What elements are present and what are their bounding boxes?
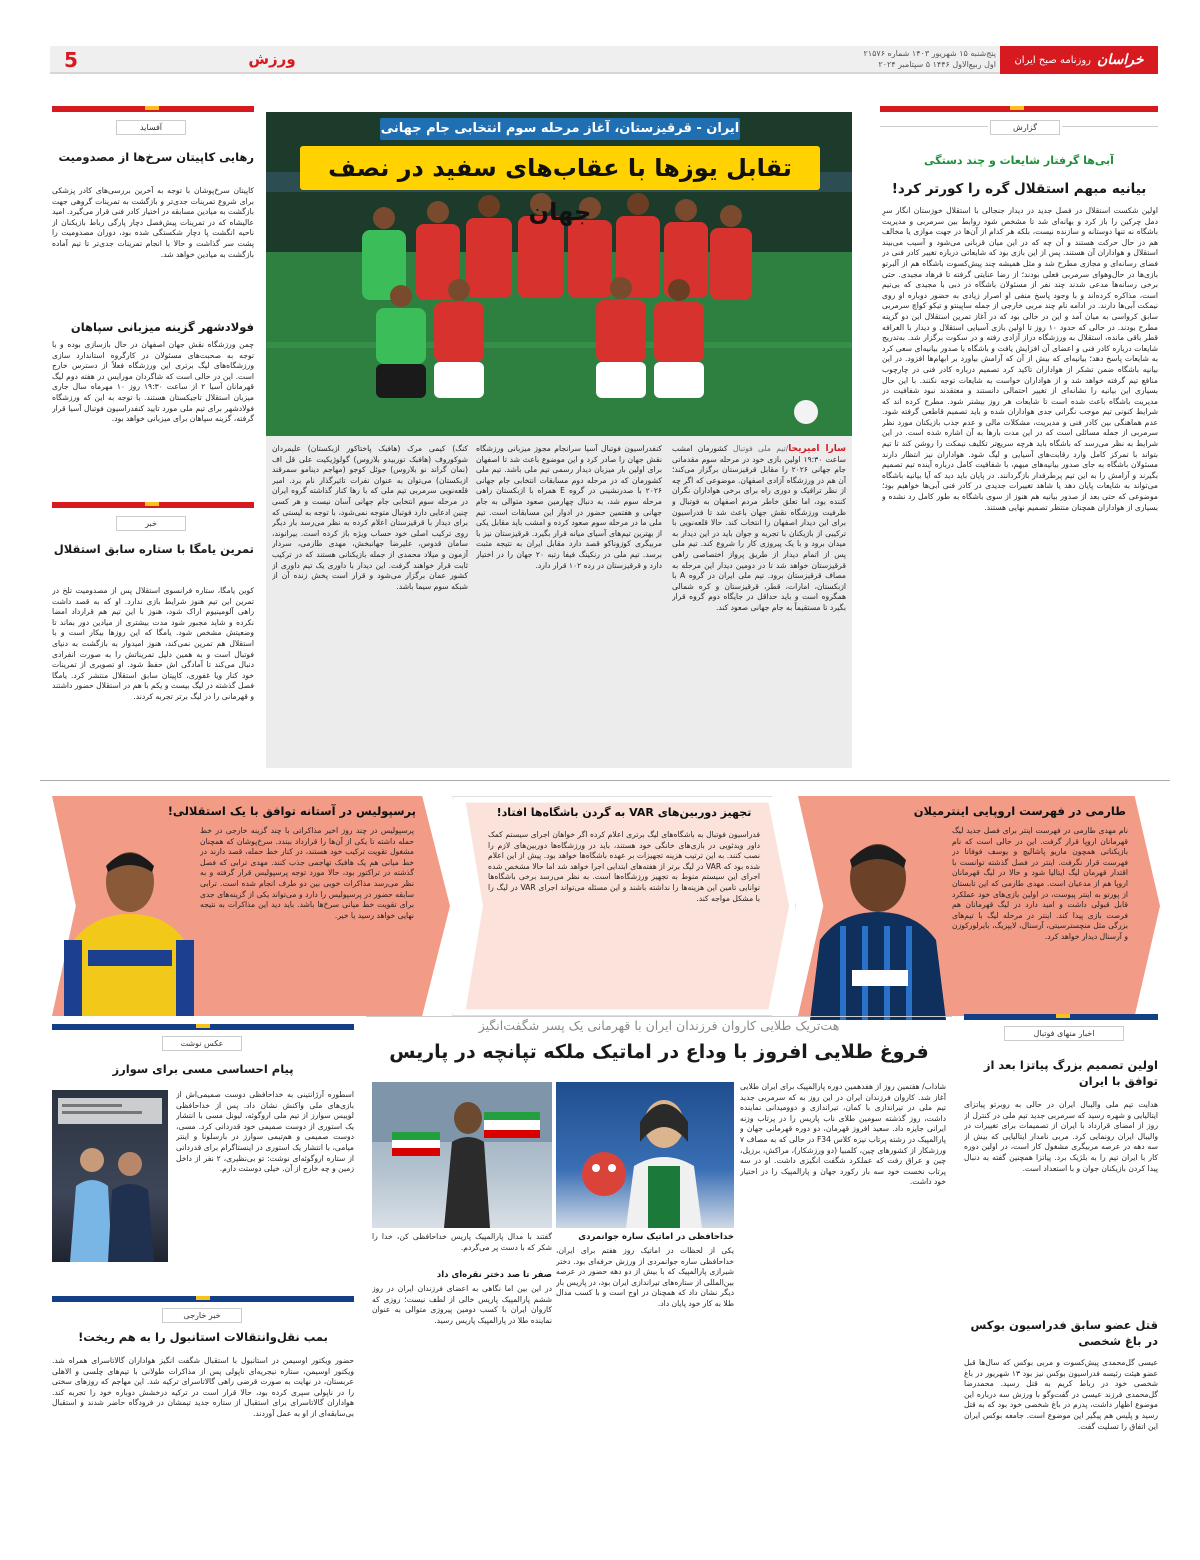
paralympic-body: شاداب/ هفتمین روز از هفدهمین دوره پارالمپیک برای ایران طلایی آغاز شد. کاروان فرزندان ایران در این روز به که سرمربی جدید تیم ملی در تیراندازی با کمان، تیراندازی و دوومیدانی نماینده داشت، روز گذشته سومین طلای ناب پاریس را در پرتاب وزنه ایرانی جایزه داد. سعید افروز قهرمان، دو دوره قهرمانی جهان و پارالمپیک در رشته پرتاب نیزه کلاس F34 در حالی که به مصاف ۷ ورزشکار از کشورهای چین، کلمبیا (دو ورزشکار)، مراکش، برزیل، چین و عراق رفت که عملکرد شگفت انگیزی داشت. او در سه پرتاب نخست خود سه بار رکورد جهان و پارالمپیک را در اختیار خود داشت. xyxy=(740,1082,946,1187)
column-accent xyxy=(145,502,159,506)
column-accent xyxy=(145,106,159,110)
feature-column-3: کنگ) کیمی مرک (هافبک پاختاکور ازبکستان) علیمردان شوکوروف (هافبک توربیدو بلاروس) گولوژیکیت علی قل اف (نمان گراند نو بلاروس) جوئل کوجو (مهاجم دینامو سمرقند ازبکستان) می‌توان به عنوان نفرات تاثیرگذار نام برد. امیر قلعه‌نویی سرمربی تیم ملی که با رها کنار گذاشته گروه ایران در مرحله سوم انتخابی جام جهانی آسان نیست و هر کسی چنین ادعایی دارد فوتبال متوجه نمی‌شود، با توجه به لیستی که برای دیدار با قرقیزستان اعلام کرده به نظر می‌رسد بار دیگر روی ترکیب اصلی خود حساب ویژه باز کرده است. بیرانوند، سامان قدوس، علیرضا جهانبخش، مهدی طارمی، سردار آزمون و میلاد محمدی از جمله بازیکنانی هستند که در ترکیب ثابت قرار خواهند گرفت. این دیدار با داوری یک تیم داوری از کشور عمان برگزار می‌شود و قرار است پخش زنده آن از شبکه سوم سیما باشد. xyxy=(272,444,468,591)
story-headline[interactable]: پیام احساسی مسی برای سوارز xyxy=(112,1062,294,1076)
byline: سارا امیریحا xyxy=(788,444,846,454)
section-tag: خبر خارجی xyxy=(162,1308,242,1323)
card-body: فدراسیون فوتبال به باشگاه‌های لیگ برتری اعلام کرده اگر خواهان اجرای سیستم کمک داور ویدئویی در بازی‌های خانگی خود هستند، باید در ورزشگاه‌ها دوربین‌های لازم را نصب کنند. به این ترتیب هزینه تجهیزات بر عهده باشگاه‌ها خواهد بود. پیش از این اعلام شده بود که VAR در لیگ برتر از هفته‌های ابتدایی اجرا خواهد شد اما حالا مشخص شده اجرای این سیستم منوط به تجهیز ورزشگاه‌ها است. به نظر می‌رسد برخی باشگاه‌ها توانایی تامین این هزینه‌ها را نداشته باشند و این مسئله می‌تواند اجرای VAR در لیگ را با مشکل مواجه کند. xyxy=(488,830,760,903)
section-tag: اخبار منهای فوتبال xyxy=(1004,1026,1124,1041)
section-tag: عکس نوشت xyxy=(162,1036,242,1051)
story-body: اسطوره آرژانتینی به خداحافظی دوست صمیمی‌اش از بازی‌های ملی واکنش نشان داد. پس از خداحافظی لوییس سوارز از تیم ملی اروگوئه، لیونل مسی با انتشار یک استوری از دوست صمیمی خود قدردانی کرد. مسی، دوست صمیمی و هم‌تیمی سوارز در بارسلونا و اینتر میامی، با انتشار یک استوری در اینستاگرام برای قدردانی از ستاره اروگوئه‌ای نوشت: تو بی‌نظیری، ۲ نفر از داخل زمین و چه خارج از آن. خیلی دوستت دارم. xyxy=(176,1090,354,1174)
card-headline[interactable]: پرسپولیس در آستانه توافق با یک استقلالی! xyxy=(167,804,416,818)
byline-suffix: /تیم ملی فوتبال xyxy=(732,444,789,453)
story-headline[interactable]: قتل عضو سابق فدراسیون بوکس در باغ شخصی xyxy=(970,1318,1158,1348)
story-headline[interactable]: رهایی کاپیتان سرخ‌ها از مصدومیت xyxy=(58,150,254,164)
article-headline[interactable]: بیانیه مبهم استقلال گره را کورتر کرد! xyxy=(891,181,1147,197)
player-photo-torabi xyxy=(58,840,198,1016)
photo-caption: گفتند با مدال پارالمپیک پاریس خداحافظی کن، خدا را شکر که با دست پر می‌گردم. xyxy=(372,1232,552,1252)
card-headline[interactable]: تجهیز دوربین‌های VAR به گردن باشگاه‌ها افتاد! xyxy=(496,806,752,819)
column-accent xyxy=(196,1296,210,1300)
story-body: کوین یامگا، ستاره فرانسوی استقلال پس از مصدومیت تلخ در تمرین این تیم هنوز شرایط بازی ندارد. او که به قصد داشت راهی آلومینیوم اراک شود، هنوز با این تیم هم قرارداد امضا نکرده و شاید مجبور شود مدت بیشتری از میادین دور بماند تا وضعیتش مشخص شود. یامگا که این روزها بیکار است و با استقلال هم تمرین نمی‌کند، هنوز امیدوار به بازگشت به دنیای فوتبال است و به همین دلیل تمریناتش را به صورت انفرادی دنبال می‌کند تا آمادگی اش حفظ شود. او تصویری از تمرینات خود کنار ویا غفوری، کاپیتان سابق استقلال منتشر کرد. یامگا فصل گذشته در لیگ بیست و یکم با هم در استقلال حضور داشتند و قهرمانی را در لیگ برتر تجربه کردند. xyxy=(52,586,254,701)
story-headline[interactable]: اولین تصمیم بزرگ پیاتزا بعد از توافق با ایران xyxy=(983,1058,1158,1088)
article-kicker: آبی‌ها گرفتار شایعات و چند دستگی xyxy=(924,154,1114,167)
story-body: کاپیتان سرخ‌پوشان با توجه به آخرین بررسی‌های کادر پزشکی برای شروع تمرینات جدی‌تر و بازگشت به تمرینات گروهی جهت بازگشت به میادین مسابقه در اختیار کادر فنی قرار می‌گیرد. امید عالیشاه که در تمرینات پیش‌فصل دچار پارگی رباط بازیکنان از ناحیه انگشت پا دچار شکستگی شده بود، دوران مصدومیت را پشت سر گذاشت و حالا با انجام تمرینات جدی‌تر تا تیم آماده بازگشت به میادین خواهد شد. xyxy=(52,186,254,259)
tag-rule xyxy=(880,126,988,127)
subhead: خداحافظی در اماتیک ساره جوانمردی xyxy=(578,1232,734,1242)
section-title: ورزش xyxy=(248,50,296,68)
paralympic-body-c: در این بین اما نگاهی به اعضای فرزندان ایران در روز ششم پارالمپیک پاریس خالی از لطف نیست؛ روزی که کاروان ایران با کسب دومین پیروزی متوالی به عنوان نماینده طلا در پارالمپیک پاریس رسید. xyxy=(372,1284,552,1325)
afrooz-photo xyxy=(372,1082,552,1228)
feature-column-1 xyxy=(672,444,846,764)
card-headline[interactable]: طارمی در فهرست اروپایی اینترمیلان xyxy=(913,804,1126,818)
feature-kicker: ایران - قرقیزستان، آغاز مرحله سوم انتخابی جام جهانی xyxy=(380,118,740,140)
dateline-line2: اول ربیع‌الاول ۱۴۴۶ ۵ سپتامبر ۲۰۲۴ xyxy=(878,60,996,69)
column-accent xyxy=(1056,1014,1070,1018)
dateline-line1: پنج‌شنبه ۱۵ شهریور ۱۴۰۳ شماره ۲۱۵۷۶ xyxy=(863,49,996,58)
story-body: عیسی گل‌محمدی پیش‌کسوت و مربی بوکس که سال‌ها قبل عضو هیئت رئیسه فدراسیون بوکس نیز بود ۱۳ شهریور در باغ شخصی خود در رباط کریم به قتل رسید. محمدرضا گل‌محمدی فرزند عیسی در گفت‌وگو با ورزش سه درباره این موضوع اظهار داشت، پدرم در باغ شخصی خود بود که به قتل رسید و پلیس هم پیگیر این موضوع است. جامعه بوکس ایران این اتفاق را تسلیت گفت. xyxy=(964,1358,1158,1431)
story-body: حضور ویکتور اوسیمن در استانبول با استقبال شگفت انگیز هواداران گالاتاسرای همراه شد. ویکتور اوسیمن، ستاره نیجریه‌ای ناپولی پس از مذاکرات طولانی با تیم‌های چلسی و الاهلی عربستان، در نهایت به صورت قرضی راهی گالاتاسرای ترکیه شد. این مهاجم که روزهای سختی را در ناپولی سپری کرده بود، حالا قرار است در ترکیه درخشش دوباره خود را تجربه کند. هواداران گالاتاسرای برای استقبال از ستاره جدید تیمشان در فرودگاه حاضر شدند و استقبال بی‌سابقه‌ای از او به عمل آوردند. xyxy=(52,1356,354,1418)
story-headline[interactable]: فولادشهر گزینه میزبانی سپاهان xyxy=(70,320,254,334)
story-body: هدایت تیم ملی والیبال ایران در حالی به روبرتو پیاتزای ایتالیایی و شهره رسید که سرمربی جدید تیم ملی در کنترل از روز از امضای قرارداد با ایران از تصمیمات برای تغییرات در والیبال ایران رونمایی کرد. مربی نامدار ایتالیایی که بیش از سه دهه در عرصه مربیگری مشغول کار است، در اولین دوره کار با ایران تیم را به بلژیک برد. پیاتزا همچنین گفته به دنبال پیدا کردن بازیکنان جوان و با استعداد است. xyxy=(964,1100,1158,1173)
section-tag: آفساید xyxy=(116,120,186,135)
feature-headline[interactable]: تقابل یوزها با عقاب‌های سفید در نصف جهان xyxy=(300,146,820,190)
story-body: چمن ورزشگاه نقش جهان اصفهان در حال بازسازی بوده و با توجه به صحبت‌های مسئولان در کارگروه استاندارد سازی ورزشگاه‌های لیگ برتری این ورزشگاه فعلاً از دسترس خارج است. این در حالی است که شاگردان مورایس در هفته دوم لیگ قهرمانان آسیا ۲ از ساعت ۱۹:۳۰ روز ۱۰ مهرماه سال جاری میزبان استقلال تاجیکستان هستند. با توجه به این که ورزشگاه فولادشهر برای تیم ملی مورد تایید کنفدراسیون فوتبال آسیا قرار گرفته، گزینه سپاهان برای میزبانی خواهد بود. xyxy=(52,340,254,424)
section-tag: خبر xyxy=(116,516,186,531)
javanmardi-photo xyxy=(556,1082,734,1228)
paralympic-body-b: یکی از لحظات در اماتیک روز هفتم برای ایران، خداحافظی ساره جوانمردی از ورزش حرفه‌ای بود. دختر شیرازی پارالمپیک که با بیش از دو دهه حضور در عرصه بین‌المللی از ستاره‌های تیراندازی ایران بود، در پاریس بار دیگر نشان داد که همچنان در اوج است و با کسب مدال طلا به کار خود پایان داد. xyxy=(556,1246,734,1308)
brand-tagline: روزنامه صبح ایران xyxy=(1014,54,1092,66)
story-headline[interactable]: بمب نقل‌وانتقالات استانبول را به هم ریخت! xyxy=(78,1330,328,1344)
section-tag: گزارش xyxy=(990,120,1060,135)
story-headline[interactable]: تمرین یامگا با ستاره سابق استقلال xyxy=(53,542,254,556)
brand-logo-text: خراسان xyxy=(1097,52,1144,68)
column-accent xyxy=(1010,106,1024,110)
feature-column-2: کنفدراسیون فوتبال آسیا سرانجام مجوز میزبانی ورزشگاه نقش جهان را صادر کرد و این موضوع باعث شد تا اصفهان برای اولین بار میزبان دیدار رسمی تیم ملی باشد. تیم ملی کشورمان که در مرحله دوم مسابقات انتخابی جام جهانی ۲۰۲۶ با صدرنشینی در گروه E همراه با ازبکستان راهی مرحله سوم شد، به دنبال چهارمین صعود متوالی به جام جهانی و هفتمین حضور در ادوار این مسابقات است. تیم ملی ما در مرحله سوم صعود کرده و امشب باید مقابل یکی از بهترین تیم‌های آسیای میانه قرار بگیرد. قرقیزستان نیز با مربیگری کوزوناکو قصد دارد مقابل ایران به نتیجه مثبت برسد. تیم ملی در رنکینگ فیفا رتبه ۲۰ جهان را در اختیار دارد و قرقیزستان در رده ۱۰۲ قرار دارد. xyxy=(476,444,662,570)
player-photo-taremi xyxy=(800,830,950,1020)
brand-logo[interactable] xyxy=(1000,46,1158,74)
page-divider xyxy=(40,780,1170,781)
card-body: پرسپولیس در چند روز اخیر مذاکراتی با چند گزینه خارجی در خط حمله داشته تا یکی از آن‌ها را قرارداد ببندد. سرخ‌پوشان که همچنان مشغول تقویت ترکیب خود هستند، در کنار خط حمله، قصد دارند در خط میانی هم یک هافبک تهاجمی جذب کنند. مهدی ترابی که فصل گذشته در تراکتور بود، حالا مورد توجه پرسپولیس قرار گرفته و به نظر می‌رسد مذاکرات خوبی بین دو طرف انجام شده است. ترابی سابقه حضور در پرسپولیس را دارد و می‌تواند یکی از گزینه‌های جدی برای تقویت خط میانی سرخ‌ها باشد. باید دید این مذاکرات به نتیجه نهایی خواهد رسید یا خیر. xyxy=(200,826,414,920)
subhead: صفر تا صد دختر نقره‌ای داد xyxy=(436,1270,552,1280)
column-accent xyxy=(196,1024,210,1028)
tag-rule xyxy=(1062,126,1158,127)
page-number: 5 xyxy=(64,48,78,72)
section-rule xyxy=(366,1016,952,1017)
card-body: نام مهدی طارمی در فهرست اینتر برای فصل جدید لیگ قهرمانان اروپا قرار گرفت. این در حالی است که نام بازیکنانی همچون ماریو پاشالیچ و یوسف فوفانا در فهرست قرار نگرفت. اینتر در فصل گذشته توانست با اقتدار قهرمان لیگ ایتالیا شود و حالا در لیگ قهرمانان اروپا هم از مدعیان است. مهدی طارمی که این تابستان از پورتو به اینتر پیوست، در اولین بازی‌های خود عملکرد قابل قبولی داشت و امید دارد در لیگ قهرمانان هم فرصت بازی پیدا کند. اینتر در مرحله لیگ با تیم‌های بزرگی مثل منچسترسیتی، آرسنال، لایپزیگ، بایرلورکوزن و آرسنال دیدار خواهد کرد. xyxy=(952,826,1128,941)
article-body: اولین شکست استقلال در فصل جدید در دیدار جنجالی با استقلال خوزستان انگار سرِ دمل چرکین را باز کرد و بهانه‌ای شد تا مشخص شود روابط بین سرمربی و مدیریت باشگاه نه تنها دوستانه و سازنده نیست، بلکه هر کدام از آن‌ها در جهت موازی یا مخالف هم در حال حرکت هستند و آن چه که در این میان قربانی می‌شود و آسیب می‌بیند استقلال و هواداران آن هستند. پس از این بازی بود که شایعاتی درباره تغییر کادر فنی در فضای رسانه‌ای و مجازی مطرح شد و مثل همیشه چند پیش‌کسوت باشگاه هم از آلبرتو بازی‌ها در حال‌وهوای سرمربی فعلی بودند؛ از رضا عنایتی گرفته تا فرهاد مجیدی. حتی برخی رسانه‌ها مدعی شدند چند نفر از مسئولان باشگاه در دبی با مجیدی که بی‌تیم است، مذاکره کرده‌اند و با وجود پاسخ منفی او اصرار زیادی به حضور دوباره او روی نیمکت آبی‌ها دارند. در ادامه نام چند مربی خارجی از جمله ساپینتو و تیکو کواچ سرمربی سابق کرواسی به میان آمد و این در حالی بود که در آغاز تمرین استقلال این دو گزینه مطرح بودند. در حالی که حدود ۱۰ روز تا اولین بازی آسیایی استقلال و دیدار با الغرافه قطر باقی مانده، استقلال به ورزشگاه دراز آزادی رفته و در سکوت برگزار شد. به‌تدریج شایعات درباره کادر فنی و اعضای آن افزایش یافت و باشگاه با صدور بیانیه‌ای سعی کرد به شایعات پاسخ دهد؛ بیانیه‌ای که بیش از آن که آرامش بیاورد بر ابهام‌ها افزود. در این بیانیه باشگاه ضمن تشکر از هواداران تاکید کرد تصمیم درباره کادر فنی در چارچوب منافع تیم گرفته خواهد شد و از هواداران خواست به شایعات توجه نکنند. با این حال بسیاری این بیانیه را نشانه‌ای از تغییر احتمالی دانستند و معتقدند نبود شفافیت در مدیریت باشگاه باعث شده است تا شایعات هر روز بیشتر شود. مطرح کرده اند که شرایط کنونی تیم موجب نگرانی جدی هواداران شده و باید تصمیم قاطعی گرفته شود. عدم هماهنگی بین کادر فنی و مدیریت، مشکلات مالی و عدم جذب بازیکنان مورد نظر سرمربی از جمله مسائلی است که در این مدت بارها به آن اشاره شده است. در این شرایط به نظر می‌رسد که باشگاه باید هرچه سریع‌تر تکلیف نیمکت را روشن کند تا تیم بتواند با تمرکز کامل وارد رقابت‌های آسیایی و لیگ شود. هواداران نیز انتظار دارند مسئولان باشگاه به جای صدور بیانیه‌های مبهم، با شفافیت کامل درباره آینده تیم تصمیم بگیرند و آرامش را به این تیم پرطرفدار بازگردانند. در پایان باید دید که آیا بیانیه باشگاه می‌تواند به شایعات پایان دهد یا شاهد تغییرات جدیدی در کادر فنی آبی‌ها خواهیم بود؛ موضوعی که حتی بعد از صدور بیانیه هم هنوز از سوی باشگاه به طور کامل رد نشده و بسیاری از هواداران همچنان منتظر تصمیم نهایی هستند. xyxy=(882,206,1158,512)
feature-column-1-text: کشورمان امشب ساعت ۱۹:۳۰ اولین بازی خود در مرحله سوم مقدماتی جام جهانی ۲۰۲۶ را مقابل قرقیزستان برگزار می‌کند؛ آن هم در ورزشگاه آزادی اصفهان. موضوعی که اگر چه از نظر ترافیک و دوری راه برای برخی هواداران نگران کننده بود، اما تعلق خاطر مردم اصفهان به فوتبال و ظرفیت ورزشگاه نقش جهان باعث شد تا فدراسیون برای این دیدار اصفهان را انتخاب کند. حالا قلعه‌نویی با ترکیبی از بازیکنان با تجربه و جوان باید در این دیدار به میدان برود و با یک پیروزی کار را شروع کند. تیم ملی پس از اتمام دیدار از طریق پرواز اختصاصی راهی قرقیزستان خواهد شد تا در دومین دیدار این مرحله به مصاف قرقیزستان برود. تیم ملی ایران در گروه A با ازبکستان، امارات، قطر، قرقیزستان و کره شمالی همگروه است و باید حداقل در جایگاه دوم گروه قرار بگیرد تا مستقیماً به جام جهانی صعود کند. xyxy=(672,444,846,612)
dateline xyxy=(820,48,996,70)
paralympic-headline[interactable]: فروغ طلایی افروز با وداع در اماتیک ملکه تپانچه در پاریس xyxy=(389,1041,929,1063)
paralympic-kicker: هت‌تریک طلایی کاروان فرزندان ایران با قهرمانی یک پسر شگفت‌انگیز xyxy=(478,1018,840,1033)
messi-suarez-photo xyxy=(52,1090,168,1262)
